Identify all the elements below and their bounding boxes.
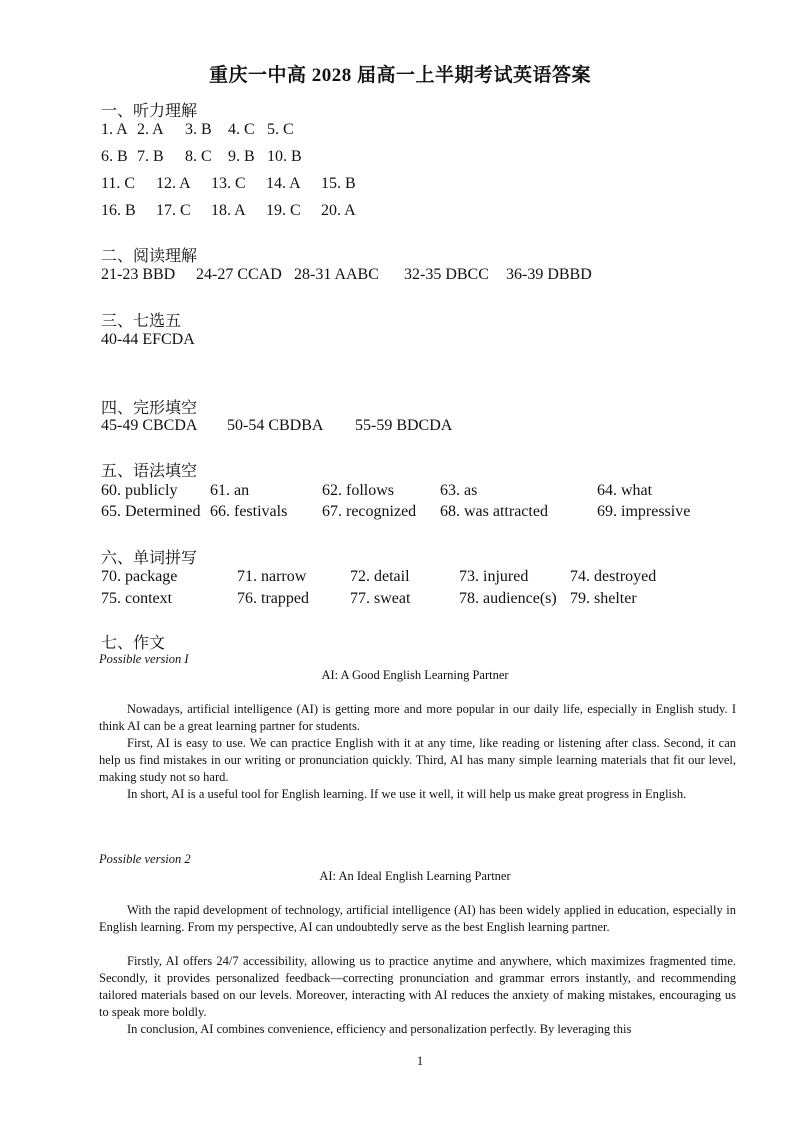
- answer-item: 66. festivals: [210, 503, 288, 520]
- answer-item: 28-31 AABC: [294, 266, 379, 283]
- answer-item: 77. sweat: [350, 590, 411, 607]
- answer-item: 20. A: [321, 202, 356, 219]
- cloze-heading: 四、完形填空: [101, 400, 198, 417]
- answer-item: 65. Determined: [101, 503, 201, 520]
- answer-item: 61. an: [210, 482, 250, 499]
- answer-item: 79. shelter: [570, 590, 637, 607]
- answer-item: 11. C: [101, 175, 136, 192]
- answer-item: 32-35 DBCC: [404, 266, 489, 283]
- answer-item: 60. publicly: [101, 482, 178, 499]
- answer-item: 24-27 CCAD: [196, 266, 282, 283]
- answer-item: 13. C: [211, 175, 246, 192]
- paragraph: Nowadays, artificial intelligence (AI) is getting more and more popular in our daily life, especially in English study. I think AI can be a great learning partner for students.: [99, 702, 736, 733]
- answer-item: 17. C: [156, 202, 191, 219]
- answer-item: 45-49 CBCDA: [101, 417, 198, 434]
- answer-item: 63. as: [440, 482, 478, 499]
- answer-item: 1. A: [101, 121, 128, 138]
- answer-item: 72. detail: [350, 568, 410, 585]
- reading-heading: 二、阅读理解: [101, 248, 198, 265]
- version-1-label: Possible version I: [99, 652, 189, 666]
- answer-item: 70. package: [101, 568, 178, 585]
- answer-item: 73. injured: [459, 568, 529, 585]
- answer-item: 9. B: [228, 148, 255, 165]
- page-number: 1: [416, 1054, 424, 1068]
- answer-item: 64. what: [597, 482, 653, 499]
- answer-item: 7. B: [137, 148, 164, 165]
- answer-item: 2. A: [137, 121, 164, 138]
- paragraph: In conclusion, AI combines convenience, efficiency and personalization perfectly. By leveraging this: [127, 1022, 632, 1036]
- answer-item: 4. C: [228, 121, 255, 138]
- answer-item: 71. narrow: [237, 568, 307, 585]
- answer-item: 50-54 CBDBA: [227, 417, 324, 434]
- answer-item: 3. B: [185, 121, 212, 138]
- paragraph: First, AI is easy to use. We can practice English with it at any time, like reading or listening after class. Second, it can help us find mistakes in our writing or pronunciation quickly. Third, AI has many simple learning materials that fit our level, making study not so hard.: [99, 736, 736, 784]
- version-2-label: Possible version 2: [99, 852, 191, 866]
- page-title: 重庆一中高 2028 届高一上半期考试英语答案: [208, 65, 591, 86]
- answer-item: 75. context: [101, 590, 173, 607]
- spelling-heading: 六、单词拼写: [101, 550, 198, 567]
- answer-item: 14. A: [266, 175, 301, 192]
- version-2-title: AI: An Ideal English Learning Partner: [319, 869, 511, 883]
- answer-item: 78. audience(s): [459, 590, 557, 607]
- answer-item: 5. C: [267, 121, 294, 138]
- answer-item: 15. B: [321, 175, 356, 192]
- answer-item: 40-44 EFCDA: [101, 331, 195, 348]
- answer-item: 36-39 DBBD: [506, 266, 592, 283]
- answer-item: 19. C: [266, 202, 301, 219]
- answer-item: 18. A: [211, 202, 246, 219]
- answer-item: 74. destroyed: [570, 568, 657, 585]
- paragraph: In short, AI is a useful tool for English learning. If we use it well, it will help us make great progress in English.: [127, 787, 687, 801]
- listening-heading: 一、听力理解: [101, 103, 198, 120]
- answer-item: 16. B: [101, 202, 136, 219]
- grammar-heading: 五、语法填空: [101, 463, 198, 480]
- answer-item: 8. C: [185, 148, 212, 165]
- answer-item: 68. was attracted: [440, 503, 548, 520]
- answer-item: 12. A: [156, 175, 191, 192]
- answer-item: 6. B: [101, 148, 128, 165]
- writing-heading: 七、作文: [101, 635, 166, 652]
- answer-item: 76. trapped: [237, 590, 309, 607]
- answer-item: 62. follows: [322, 482, 394, 499]
- paragraph: With the rapid development of technology, artificial intelligence (AI) has been widely applied in education, especially in English learning. From my perspective, AI can undoubtedly serve as the best English learning partner.: [99, 903, 736, 934]
- version-1-title: AI: A Good English Learning Partner: [321, 668, 509, 682]
- seven-choose-five-heading: 三、七选五: [101, 313, 182, 330]
- answer-item: 55-59 BDCDA: [355, 417, 453, 434]
- answer-item: 21-23 BBD: [101, 266, 176, 283]
- paragraph: Firstly, AI offers 24/7 accessibility, allowing us to practice anytime and anywhere, which maximizes fragmented time. Secondly, it provides personalized feedback—correcting pronunciation and grammar errors instantly, and recommending tailored materials based on our levels. Moreover, interacting with AI reduces the anxiety of making mistakes, encouraging us to speak more boldly.: [99, 954, 736, 1019]
- answer-item: 10. B: [267, 148, 302, 165]
- answer-item: 69. impressive: [597, 503, 691, 520]
- answer-item: 67. recognized: [322, 503, 417, 520]
